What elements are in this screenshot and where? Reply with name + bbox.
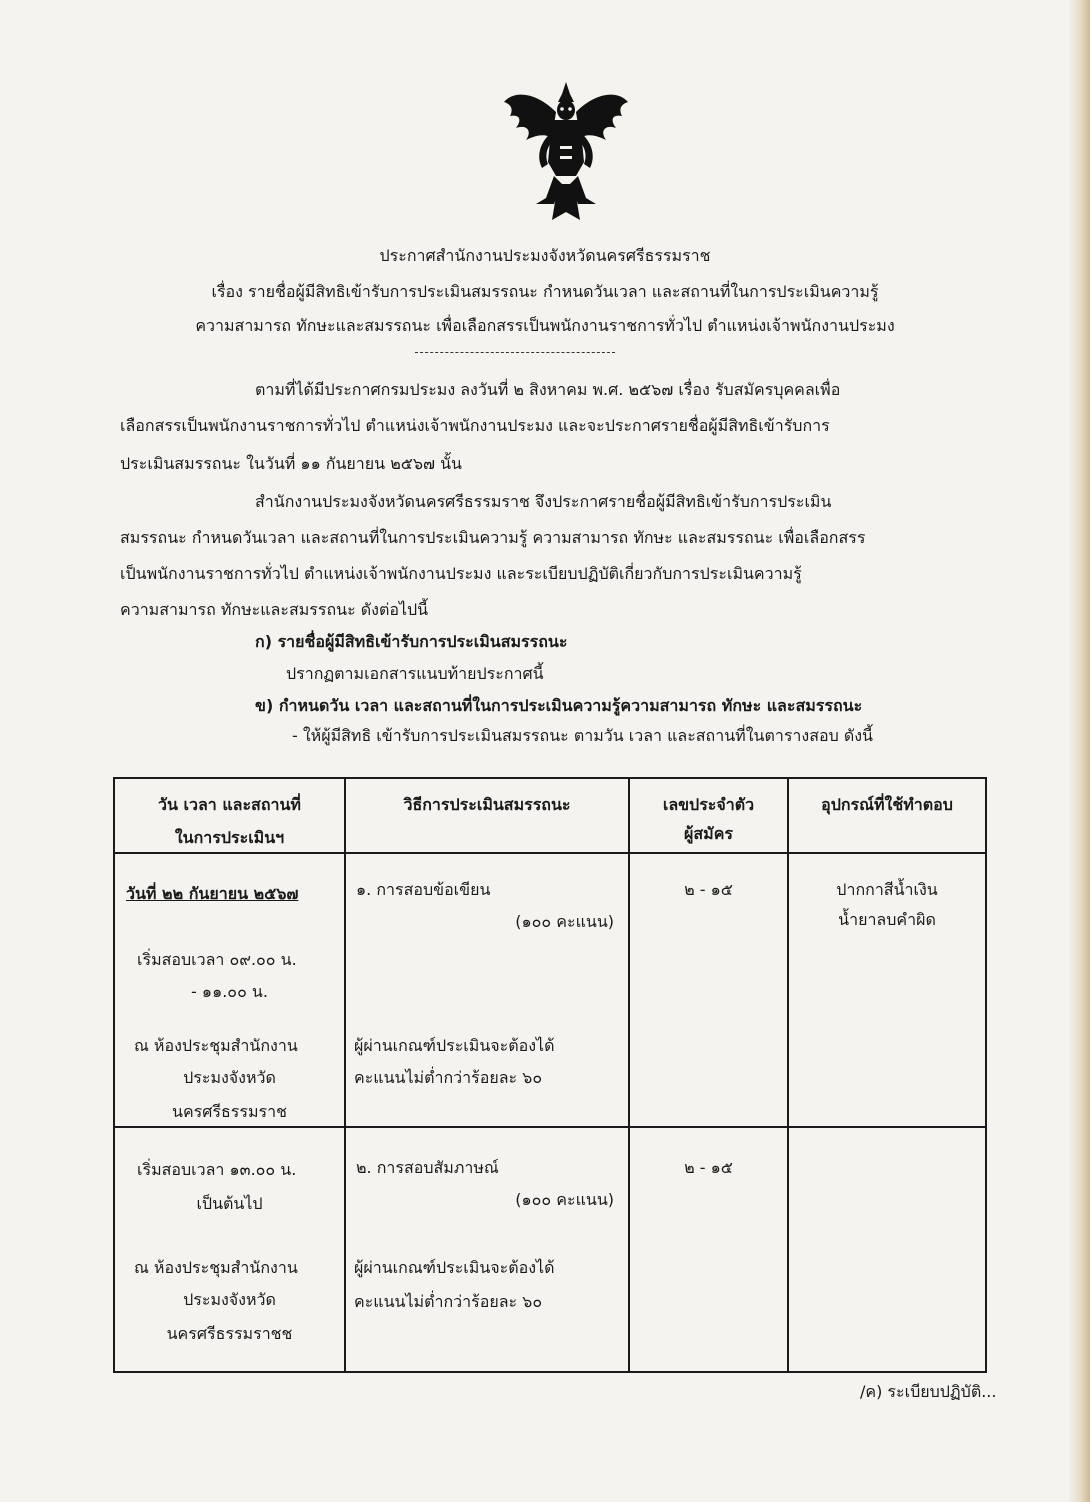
header-col3-line1: เลขประจำตัว [662,795,755,814]
row2-candidate-ids: ๒ - ๑๕ [684,1158,733,1177]
row1-criteria-1: ผู้ผ่านเกณฑ์ประเมินจะต้องได้ [354,1036,555,1055]
row2-criteria-2: คะแนนไม่ต่ำกว่าร้อยละ ๖๐ [354,1292,543,1311]
header-col2: วิธีการประเมินสมรรถนะ [403,795,571,814]
garuda-emblem-icon [496,72,636,232]
subject-line-1: เรื่อง รายชื่อผู้มีสิทธิเข้ารับการประเมินสมรรถนะ กำหนดวันเวลา และสถานที่ในการประเมินความรู้ [211,282,879,301]
table-row-divider [113,1126,987,1128]
item-a-heading: ก) รายชื่อผู้มีสิทธิเข้ารับการประเมินสมรรถนะ [255,632,568,651]
row1-method: ๑. การสอบข้อเขียน [356,880,491,899]
header-divider [415,352,615,353]
row2-place-2: ประมงจังหวัด [183,1290,276,1309]
row1-place-3: นครศรีธรรมราช [172,1102,287,1121]
header-col4: อุปกรณ์ที่ใช้ทำตอบ [821,795,953,814]
item-b-text: - ให้ผู้มีสิทธิ เข้ารับการประเมินสมรรถนะ ตามวัน เวลา และสถานที่ในตารางสอบ ดังนี้ [292,726,873,745]
row1-place-2: ประมงจังหวัด [183,1068,276,1087]
table-border-top [113,777,987,779]
subject-line-2: ความสามารถ ทักษะและสมรรถนะ เพื่อเลือกสรรเป็นพนักงานราชการทั่วไป ตำแหน่งเจ้าพนักงานประมง [195,316,895,335]
item-a-text: ปรากฏตามเอกสารแนบท้ายประกาศนี้ [286,664,544,683]
table-col-divider-3 [787,777,789,1373]
table-header-divider [113,852,987,854]
header-col3-line2: ผู้สมัคร [684,824,733,843]
row2-score: (๑๐๐ คะแนน) [515,1190,614,1209]
paragraph-1-line-2: เลือกสรรเป็นพนักงานราชการทั่วไป ตำแหน่งเจ้าพนักงานประมง และจะประกาศรายชื่อผู้มีสิทธิเข้ารับการ [120,416,830,435]
row1-candidate-ids: ๒ - ๑๕ [684,880,733,899]
row2-method: ๒. การสอบสัมภาษณ์ [356,1158,499,1177]
table-col-divider-2 [628,777,630,1373]
paragraph-1-line-3: ประเมินสมรรถนะ ในวันที่ ๑๑ กันยายน ๒๕๖๗ นั้น [120,454,462,473]
row1-equipment-2: น้ำยาลบคำผิด [838,910,936,929]
row2-criteria-1: ผู้ผ่านเกณฑ์ประเมินจะต้องได้ [354,1258,555,1277]
table-col-divider-1 [344,777,346,1373]
page-edge-shadow [1068,0,1090,1502]
header-col1-line2: ในการประเมินฯ [174,828,285,847]
row1-time-start: เริ่มสอบเวลา ๐๙.๐๐ น. [137,950,297,969]
row2-time-start: เริ่มสอบเวลา ๑๓.๐๐ น. [137,1160,297,1179]
paragraph-2-line-4: ความสามารถ ทักษะและสมรรถนะ ดังต่อไปนี้ [120,600,429,619]
row1-time-end: - ๑๑.๐๐ น. [191,982,268,1001]
paragraph-2-line-3: เป็นพนักงานราชการทั่วไป ตำแหน่งเจ้าพนักงานประมง และระเบียบปฏิบัติเกี่ยวกับการประเมินความรู้ [120,564,802,583]
row1-date: วันที่ ๒๒ กันยายน ๒๕๖๗ [126,884,299,903]
row2-place-1: ณ ห้องประชุมสำนักงาน [134,1258,298,1277]
paragraph-2-line-2: สมรรถนะ กำหนดวันเวลา และสถานที่ในการประเมินความรู้ ความสามารถ ทักษะ และสมรรถนะ เพื่อเลือกสรร [120,528,866,547]
row1-place-1: ณ ห้องประชุมสำนักงาน [134,1036,298,1055]
item-b-heading: ข) กำหนดวัน เวลา และสถานที่ในการประเมินความรู้ความสามารถ ทักษะ และสมรรถนะ [255,696,863,715]
row1-criteria-2: คะแนนไม่ต่ำกว่าร้อยละ ๖๐ [354,1068,543,1087]
header-col1-line1: วัน เวลา และสถานที่ [158,795,301,814]
paragraph-1-line-1: ตามที่ได้มีประกาศกรมประมง ลงวันที่ ๒ สิงหาคม พ.ศ. ๒๕๖๗ เรื่อง รับสมัครบุคคลเพื่อ [255,380,841,399]
row2-time-end: เป็นต้นไป [196,1194,263,1213]
paragraph-2-line-1: สำนักงานประมงจังหวัดนครศรีธรรมราช จึงประกาศรายชื่อผู้มีสิทธิเข้ารับการประเมิน [255,492,832,511]
table-border-bottom [113,1371,987,1373]
row1-equipment-1: ปากกาสีน้ำเงิน [836,880,938,899]
row1-score: (๑๐๐ คะแนน) [515,912,614,931]
table-border-right [985,777,987,1373]
row2-place-3: นครศรีธรรมราชช [166,1324,293,1343]
announcement-title: ประกาศสำนักงานประมงจังหวัดนครศรีธรรมราช [379,246,711,265]
continuation-note: /ค) ระเบียบปฏิบัติ... [860,1382,997,1401]
